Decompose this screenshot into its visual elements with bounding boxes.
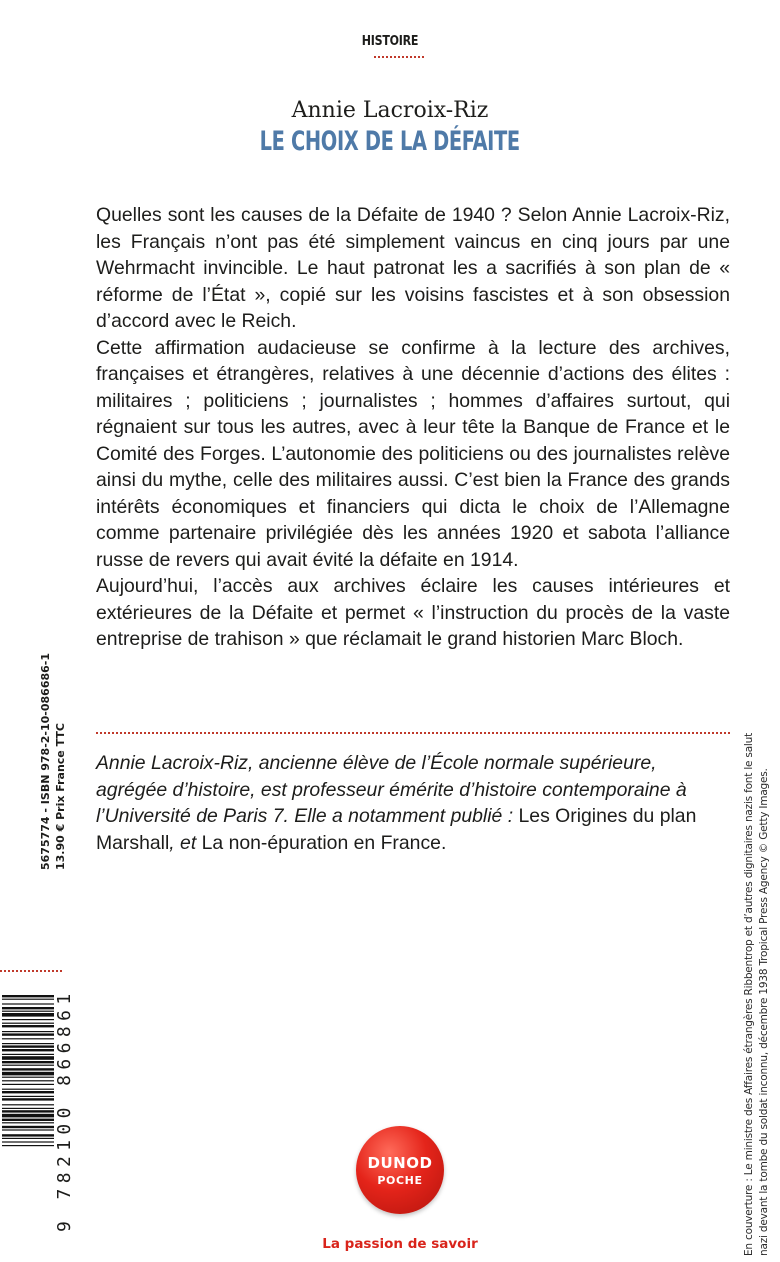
isbn-reference: 5675774 - ISBN 978-2-10-086686-1 bbox=[39, 653, 52, 870]
category-label: HISTOIRE bbox=[361, 34, 419, 49]
barcode-bar bbox=[2, 1003, 54, 1004]
isbn-price-block bbox=[38, 653, 68, 870]
bio-book-title: Les Origines du plan Marshall bbox=[96, 805, 697, 854]
barcode-bar bbox=[2, 1023, 54, 1024]
dotted-divider-side bbox=[0, 970, 62, 972]
barcode-bar bbox=[2, 1033, 54, 1035]
price-label: 13.90 € Prix France TTC bbox=[54, 723, 67, 870]
bio-author-name: Annie Lacroix-Riz bbox=[96, 752, 248, 774]
barcode-bar bbox=[2, 1119, 54, 1121]
barcode-bar bbox=[2, 1011, 54, 1012]
barcode-bar bbox=[2, 1043, 54, 1044]
barcode-bar bbox=[2, 1129, 54, 1130]
bio-book-title: La non-épuration en France bbox=[201, 831, 441, 854]
barcode-bar bbox=[2, 1126, 54, 1128]
barcode-bar bbox=[2, 1031, 54, 1032]
barcode-bar bbox=[2, 1145, 54, 1146]
barcode-bar bbox=[2, 1056, 54, 1060]
publisher-logo bbox=[356, 1126, 444, 1214]
barcode-bar bbox=[2, 999, 54, 1000]
barcode-bar bbox=[2, 1089, 54, 1090]
barcode-bar bbox=[2, 1114, 54, 1118]
barcode-bar bbox=[2, 1141, 54, 1142]
barcode-bar bbox=[2, 1038, 54, 1039]
barcode-bar bbox=[2, 1025, 54, 1027]
barcode-bar bbox=[2, 1045, 54, 1047]
dotted-divider-middle bbox=[96, 732, 730, 734]
blurb-paragraph: Aujourd’hui, l’accès aux archives éclaire les causes intérieures et extérieures de la Défaite et permet « l’instruction du procès de la vaste entreprise de trahison » que réclamait le grand historien Marc Bloch. bbox=[96, 575, 730, 650]
blurb-paragraph: Quelles sont les causes de la Défaite de 1940 ? Selon Annie Lacroix-Riz, les Français n’ont pas été simplement vaincus en cinq jours par une Wehrmacht invincible. Le haut patronat les a sacrifiés à son plan de « réforme de l’État », copié sur les voisins fascistes et à son obsession d’accord avec le Reich. bbox=[96, 204, 730, 332]
barcode-bar bbox=[2, 1108, 54, 1109]
book-title bbox=[0, 126, 780, 157]
bio-text: . bbox=[440, 831, 447, 854]
barcode-bar bbox=[2, 1096, 54, 1097]
barcode-bar bbox=[2, 1098, 54, 1100]
blurb-paragraph: Cette affirmation audacieuse se confirme à la lecture des archives, françaises et étrangères, relatives à une décennie d’actions des élites : militaires ; politiciens ; journalistes ; hommes d’affaires surtout, qui régnaient sur tous les autres, avec à leur tête la Banque de France et le Comité des Forges. L’autonomie des politiciens ou des journalistes relève ainsi du mythe, celle des militaires aussi. C’est bien la France des grands intérêts économiques et financiers qui dicta le choix de l’Allemagne comme partenaire privilégiée dès les années 1920 et sabota l’alliance russe de revers qui avait évité la défaite en 1914. bbox=[96, 336, 730, 571]
book-title-text: LE CHOIX DE LA DÉFAITE bbox=[259, 126, 521, 157]
barcode-bar bbox=[2, 1054, 54, 1055]
barcode-bar bbox=[2, 1110, 54, 1112]
barcode-bar bbox=[2, 1122, 54, 1123]
barcode-bar bbox=[2, 1068, 54, 1070]
publisher-logo-collection: POCHE bbox=[377, 1173, 423, 1187]
barcode-bar bbox=[2, 1104, 54, 1105]
bio-text: , et bbox=[169, 831, 202, 854]
author-name: Annie Lacroix-Riz bbox=[291, 98, 489, 123]
barcode-bar bbox=[2, 1072, 54, 1076]
publisher-logo-name: DUNOD bbox=[367, 1153, 433, 1172]
barcode-bar bbox=[2, 1061, 54, 1063]
barcode-bar bbox=[2, 1134, 54, 1136]
back-cover-blurb bbox=[96, 202, 730, 653]
barcode-bar bbox=[2, 1138, 54, 1139]
barcode-bar bbox=[2, 1013, 54, 1017]
cover-credit-line: nazi devant la tombe du soldat inconnu, décembre 1938 Tropical Press Agency © Getty Images. bbox=[758, 768, 770, 1256]
barcode-bar bbox=[2, 1091, 54, 1093]
author-bio bbox=[96, 750, 730, 856]
barcode bbox=[2, 995, 54, 1225]
publisher-tagline: La passion de savoir bbox=[322, 1236, 478, 1252]
barcode-bar bbox=[2, 1084, 54, 1085]
barcode-bar bbox=[2, 1007, 54, 1009]
dotted-divider-top bbox=[374, 56, 424, 58]
barcode-bar bbox=[2, 995, 54, 997]
barcode-bar bbox=[2, 1019, 54, 1020]
barcode-bar bbox=[2, 1080, 54, 1081]
barcode-bar bbox=[2, 1049, 54, 1051]
barcode-digits: 9 782100 866861 bbox=[54, 988, 75, 1232]
barcode-bar bbox=[2, 1077, 54, 1078]
cover-credit bbox=[742, 733, 772, 1256]
cover-credit-line: En couverture : Le ministre des Affaires étrangères Ribbentrop et d’autres dignitaires nazis font le salut bbox=[743, 732, 755, 1256]
barcode-bar bbox=[2, 1065, 54, 1066]
bio-text: , ancienne élève de l’École normale supérieure, agrégée d’histoire, est professeur émérite d’histoire contemporaine à l’Université de Paris 7. Elle a notamment publié : bbox=[96, 752, 687, 827]
